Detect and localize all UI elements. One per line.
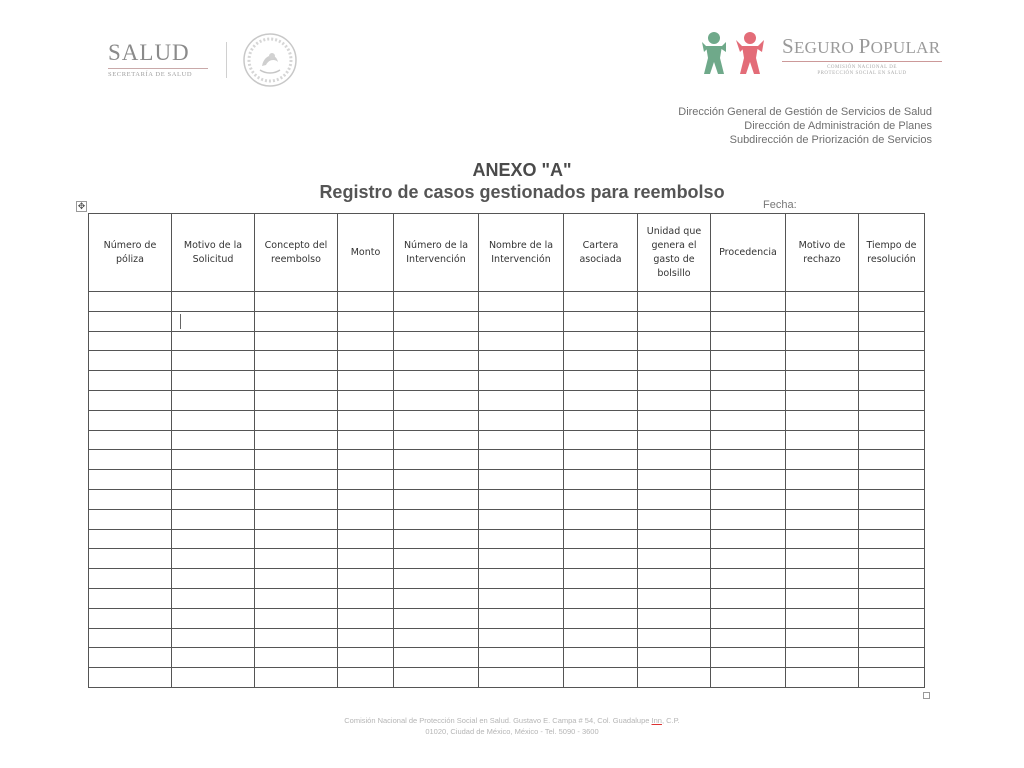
table-cell[interactable] bbox=[711, 450, 786, 470]
logo-divider bbox=[226, 42, 227, 78]
table-cell[interactable] bbox=[564, 569, 638, 589]
table-cell[interactable] bbox=[479, 648, 564, 668]
table-cell[interactable] bbox=[338, 668, 394, 688]
seguro-popular-subtitle: COMISIÓN NACIONAL DE PROTECCIÓN SOCIAL EN SALUD bbox=[817, 65, 907, 76]
table-cell[interactable] bbox=[711, 430, 786, 450]
table-cell[interactable] bbox=[786, 311, 859, 331]
table-cell[interactable] bbox=[172, 430, 255, 450]
registry-table[interactable] bbox=[88, 213, 925, 688]
table-cell[interactable] bbox=[255, 470, 338, 490]
table-cell[interactable] bbox=[394, 470, 479, 490]
table-cell[interactable] bbox=[255, 569, 338, 589]
table-cell[interactable] bbox=[479, 371, 564, 391]
column-header: Número de póliza bbox=[89, 214, 172, 292]
table-cell[interactable] bbox=[479, 489, 564, 509]
table-cell[interactable] bbox=[255, 668, 338, 688]
table-cell[interactable] bbox=[564, 648, 638, 668]
column-header: Nombre de la Intervención bbox=[479, 214, 564, 292]
table-cell[interactable] bbox=[786, 450, 859, 470]
table-cell[interactable] bbox=[89, 549, 172, 569]
table-row bbox=[89, 331, 925, 351]
table-row bbox=[89, 292, 925, 312]
table-cell[interactable] bbox=[172, 292, 255, 312]
table-cell[interactable] bbox=[859, 509, 925, 529]
table-cell[interactable] bbox=[711, 569, 786, 589]
table-move-handle-icon[interactable]: ✥ bbox=[77, 201, 86, 211]
table-cell[interactable] bbox=[255, 292, 338, 312]
table-cell[interactable] bbox=[479, 292, 564, 312]
table-cell[interactable] bbox=[638, 410, 711, 430]
table-cell[interactable] bbox=[338, 292, 394, 312]
column-header: Unidad que genera el gasto de bolsillo bbox=[638, 214, 711, 292]
table-cell[interactable] bbox=[786, 410, 859, 430]
table-cell[interactable] bbox=[479, 668, 564, 688]
table-cell[interactable] bbox=[564, 390, 638, 410]
table-cell[interactable] bbox=[89, 371, 172, 391]
table-cell[interactable] bbox=[89, 331, 172, 351]
table-cell[interactable] bbox=[859, 529, 925, 549]
table-cell[interactable] bbox=[786, 628, 859, 648]
table-cell[interactable] bbox=[255, 628, 338, 648]
table-cell[interactable] bbox=[564, 371, 638, 391]
table-cell[interactable] bbox=[479, 608, 564, 628]
table-cell[interactable] bbox=[786, 529, 859, 549]
table-cell[interactable] bbox=[564, 351, 638, 371]
table-cell[interactable] bbox=[711, 628, 786, 648]
table-cell[interactable] bbox=[786, 588, 859, 608]
table-cell[interactable] bbox=[255, 549, 338, 569]
column-header: Procedencia bbox=[711, 214, 786, 292]
table-cell[interactable] bbox=[338, 450, 394, 470]
table-cell[interactable] bbox=[255, 410, 338, 430]
column-header: Monto bbox=[338, 214, 394, 292]
directorates bbox=[678, 105, 932, 147]
footer-address: Comisión Nacional de Protección Social en Salud. Gustavo E. Campa # 54, Col. Guadalupe Inn, C.P. 01020, Ciudad de México, México - Tel. 5090 - 3600 bbox=[344, 716, 680, 736]
table-cell[interactable] bbox=[786, 608, 859, 628]
directorate-line: Dirección de Administración de Planes bbox=[744, 120, 932, 132]
table-cell[interactable] bbox=[89, 668, 172, 688]
seguro-popular-figures-icon bbox=[700, 28, 780, 78]
table-cell[interactable] bbox=[564, 331, 638, 351]
table-cell[interactable] bbox=[338, 470, 394, 490]
table-cell[interactable] bbox=[394, 529, 479, 549]
table-cell[interactable] bbox=[172, 628, 255, 648]
table-row bbox=[89, 569, 925, 589]
table-cell[interactable] bbox=[859, 311, 925, 331]
table-cell[interactable] bbox=[859, 430, 925, 450]
table-row bbox=[89, 549, 925, 569]
table-cell[interactable] bbox=[638, 668, 711, 688]
table-cell[interactable] bbox=[564, 668, 638, 688]
table-cell[interactable] bbox=[172, 489, 255, 509]
table-cell[interactable] bbox=[711, 470, 786, 490]
table-cell[interactable] bbox=[172, 470, 255, 490]
column-header: Concepto del reembolso bbox=[255, 214, 338, 292]
table-cell[interactable] bbox=[638, 390, 711, 410]
document-title-block bbox=[0, 160, 1024, 203]
table-cell[interactable] bbox=[786, 569, 859, 589]
table-cell[interactable] bbox=[638, 529, 711, 549]
table-cell[interactable] bbox=[859, 470, 925, 490]
table-cell[interactable] bbox=[479, 628, 564, 648]
table-cell[interactable] bbox=[89, 390, 172, 410]
table-cell[interactable] bbox=[172, 608, 255, 628]
table-cell[interactable] bbox=[394, 549, 479, 569]
table-cell[interactable] bbox=[564, 292, 638, 312]
table-cell[interactable] bbox=[638, 450, 711, 470]
table-cell[interactable] bbox=[564, 549, 638, 569]
table-cell[interactable] bbox=[711, 311, 786, 331]
table-row bbox=[89, 608, 925, 628]
table-cell[interactable] bbox=[394, 311, 479, 331]
table-cell[interactable] bbox=[786, 668, 859, 688]
table-cell[interactable] bbox=[338, 608, 394, 628]
table-cell[interactable] bbox=[786, 648, 859, 668]
annex-heading: ANEXO "A" bbox=[472, 160, 572, 180]
table-cell[interactable] bbox=[711, 292, 786, 312]
salud-logo-subtitle: SECRETARÍA DE SALUD bbox=[108, 68, 208, 78]
table-cell[interactable] bbox=[394, 450, 479, 470]
table-cell[interactable] bbox=[786, 509, 859, 529]
table-cell[interactable] bbox=[711, 529, 786, 549]
table-cell[interactable] bbox=[255, 648, 338, 668]
table-cell[interactable] bbox=[859, 351, 925, 371]
table-row bbox=[89, 410, 925, 430]
table-cell[interactable] bbox=[89, 351, 172, 371]
table-row bbox=[89, 648, 925, 668]
table-cell[interactable] bbox=[711, 549, 786, 569]
table-cell[interactable] bbox=[338, 311, 394, 331]
table-cell[interactable] bbox=[89, 608, 172, 628]
table-cell[interactable] bbox=[479, 450, 564, 470]
table-cell[interactable] bbox=[786, 470, 859, 490]
table-row bbox=[89, 470, 925, 490]
column-header: Cartera asociada bbox=[564, 214, 638, 292]
table-cell[interactable] bbox=[859, 489, 925, 509]
table-cell[interactable] bbox=[479, 331, 564, 351]
table-cell[interactable] bbox=[255, 450, 338, 470]
table-cell[interactable] bbox=[786, 331, 859, 351]
table-cell[interactable] bbox=[638, 371, 711, 391]
table-cell[interactable] bbox=[394, 648, 479, 668]
table-cell[interactable] bbox=[479, 351, 564, 371]
table-cell[interactable] bbox=[89, 569, 172, 589]
table-cell[interactable] bbox=[479, 430, 564, 450]
table-cell[interactable] bbox=[338, 390, 394, 410]
table-cell[interactable] bbox=[786, 351, 859, 371]
national-seal-icon bbox=[242, 32, 298, 88]
table-cell[interactable] bbox=[711, 489, 786, 509]
table-cell[interactable] bbox=[172, 549, 255, 569]
text-cursor bbox=[180, 314, 181, 329]
table-cell[interactable] bbox=[394, 608, 479, 628]
salud-logo-word: SALUD bbox=[108, 40, 190, 65]
table-cell[interactable] bbox=[711, 648, 786, 668]
table-cell[interactable] bbox=[786, 371, 859, 391]
table-cell[interactable] bbox=[172, 311, 255, 331]
table-cell[interactable] bbox=[255, 489, 338, 509]
column-header: Tiempo de resolución bbox=[859, 214, 925, 292]
table-cell[interactable] bbox=[172, 390, 255, 410]
table-cell[interactable] bbox=[338, 569, 394, 589]
table-cell[interactable] bbox=[338, 628, 394, 648]
salud-logo bbox=[108, 40, 218, 78]
table-cell[interactable] bbox=[255, 588, 338, 608]
table-cell[interactable] bbox=[564, 529, 638, 549]
table-cell[interactable] bbox=[172, 569, 255, 589]
table-cell[interactable] bbox=[89, 588, 172, 608]
table-cell[interactable] bbox=[859, 648, 925, 668]
table-cell[interactable] bbox=[338, 371, 394, 391]
table-cell[interactable] bbox=[89, 430, 172, 450]
table-cell[interactable] bbox=[564, 470, 638, 490]
table-cell[interactable] bbox=[172, 668, 255, 688]
table-cell[interactable] bbox=[859, 292, 925, 312]
table-cell[interactable] bbox=[564, 608, 638, 628]
table-cell[interactable] bbox=[638, 489, 711, 509]
table-cell[interactable] bbox=[479, 410, 564, 430]
table-cell[interactable] bbox=[638, 351, 711, 371]
table-cell[interactable] bbox=[479, 390, 564, 410]
table-cell[interactable] bbox=[711, 371, 786, 391]
table-cell[interactable] bbox=[394, 351, 479, 371]
table-cell[interactable] bbox=[394, 292, 479, 312]
table-cell[interactable] bbox=[394, 371, 479, 391]
table-cell[interactable] bbox=[711, 351, 786, 371]
table-cell[interactable] bbox=[394, 390, 479, 410]
table-row bbox=[89, 351, 925, 371]
table-cell[interactable] bbox=[89, 470, 172, 490]
table-cell[interactable] bbox=[711, 588, 786, 608]
table-row bbox=[89, 668, 925, 688]
table-header-row bbox=[89, 214, 925, 292]
table-cell[interactable] bbox=[479, 509, 564, 529]
table-cell[interactable] bbox=[338, 331, 394, 351]
table-row bbox=[89, 509, 925, 529]
table-cell[interactable] bbox=[172, 410, 255, 430]
table-cell[interactable] bbox=[564, 628, 638, 648]
table-cell[interactable] bbox=[172, 450, 255, 470]
table-cell[interactable] bbox=[859, 608, 925, 628]
table-row bbox=[89, 588, 925, 608]
table-cell[interactable] bbox=[859, 569, 925, 589]
table-cell[interactable] bbox=[638, 470, 711, 490]
seguro-popular-logo bbox=[782, 34, 942, 77]
table-cell[interactable] bbox=[711, 410, 786, 430]
column-header: Motivo de rechazo bbox=[786, 214, 859, 292]
table-cell[interactable] bbox=[338, 529, 394, 549]
table-cell[interactable] bbox=[255, 371, 338, 391]
table-cell[interactable] bbox=[859, 668, 925, 688]
table-cell[interactable] bbox=[394, 410, 479, 430]
table-cell[interactable] bbox=[638, 311, 711, 331]
table-cell[interactable] bbox=[255, 509, 338, 529]
table-cell[interactable] bbox=[859, 390, 925, 410]
table-cell[interactable] bbox=[255, 608, 338, 628]
table-cell[interactable] bbox=[711, 390, 786, 410]
directorate-line: Subdirección de Priorización de Servicios bbox=[729, 134, 932, 146]
table-cell[interactable] bbox=[255, 430, 338, 450]
table-cell[interactable] bbox=[338, 430, 394, 450]
table-cell[interactable] bbox=[859, 450, 925, 470]
table-cell[interactable] bbox=[859, 628, 925, 648]
table-cell[interactable] bbox=[394, 628, 479, 648]
table-cell[interactable] bbox=[564, 430, 638, 450]
table-cell[interactable] bbox=[89, 509, 172, 529]
table-cell[interactable] bbox=[338, 549, 394, 569]
table-cell[interactable] bbox=[564, 311, 638, 331]
table-cell[interactable] bbox=[564, 410, 638, 430]
table-cell[interactable] bbox=[89, 628, 172, 648]
column-header: Motivo de la Solicitud bbox=[172, 214, 255, 292]
table-cell[interactable] bbox=[859, 588, 925, 608]
table-cell[interactable] bbox=[255, 390, 338, 410]
table-cell[interactable] bbox=[638, 648, 711, 668]
table-cell[interactable] bbox=[338, 351, 394, 371]
table-cell[interactable] bbox=[638, 331, 711, 351]
table-row bbox=[89, 390, 925, 410]
table-cell[interactable] bbox=[786, 292, 859, 312]
table-cell[interactable] bbox=[859, 331, 925, 351]
table-cell[interactable] bbox=[89, 410, 172, 430]
table-cell[interactable] bbox=[172, 351, 255, 371]
table-cell[interactable] bbox=[255, 351, 338, 371]
seguro-popular-title: SEGURO POPULAR bbox=[782, 34, 942, 62]
table-cell[interactable] bbox=[394, 489, 479, 509]
table-cell[interactable] bbox=[479, 569, 564, 589]
table-cell[interactable] bbox=[172, 588, 255, 608]
table-cell[interactable] bbox=[394, 430, 479, 450]
table-cell[interactable] bbox=[338, 648, 394, 668]
table-cell[interactable] bbox=[479, 470, 564, 490]
table-cell[interactable] bbox=[479, 588, 564, 608]
table-resize-handle-icon[interactable] bbox=[923, 692, 930, 699]
table-cell[interactable] bbox=[638, 588, 711, 608]
table-cell[interactable] bbox=[394, 569, 479, 589]
table-cell[interactable] bbox=[786, 489, 859, 509]
date-label: Fecha: bbox=[763, 199, 797, 211]
table-cell[interactable] bbox=[394, 509, 479, 529]
table-cell[interactable] bbox=[89, 648, 172, 668]
document-title: Registro de casos gestionados para reembolso bbox=[319, 182, 725, 202]
table-row bbox=[89, 450, 925, 470]
table-cell[interactable] bbox=[638, 549, 711, 569]
table-cell[interactable] bbox=[638, 292, 711, 312]
table-cell[interactable] bbox=[638, 569, 711, 589]
table-row bbox=[89, 489, 925, 509]
table-cell[interactable] bbox=[338, 509, 394, 529]
table-cell[interactable] bbox=[479, 549, 564, 569]
table-row bbox=[89, 529, 925, 549]
table-cell[interactable] bbox=[711, 668, 786, 688]
table-cell[interactable] bbox=[255, 529, 338, 549]
table-cell[interactable] bbox=[786, 390, 859, 410]
table-cell[interactable] bbox=[172, 648, 255, 668]
table-cell[interactable] bbox=[711, 608, 786, 628]
table-cell[interactable] bbox=[711, 331, 786, 351]
table-cell[interactable] bbox=[638, 628, 711, 648]
table-cell[interactable] bbox=[172, 529, 255, 549]
table-cell[interactable] bbox=[479, 311, 564, 331]
table-cell[interactable] bbox=[338, 588, 394, 608]
table-cell[interactable] bbox=[564, 489, 638, 509]
table-cell[interactable] bbox=[638, 430, 711, 450]
table-cell[interactable] bbox=[89, 529, 172, 549]
table-cell[interactable] bbox=[172, 509, 255, 529]
table-cell[interactable] bbox=[89, 311, 172, 331]
table-cell[interactable] bbox=[479, 529, 564, 549]
table-cell[interactable] bbox=[859, 410, 925, 430]
table-cell[interactable] bbox=[89, 450, 172, 470]
column-header: Número de la Intervención bbox=[394, 214, 479, 292]
table-cell[interactable] bbox=[564, 588, 638, 608]
table-cell[interactable] bbox=[711, 509, 786, 529]
table-row bbox=[89, 628, 925, 648]
directorate-line: Dirección General de Gestión de Servicios de Salud bbox=[678, 106, 932, 118]
table-cell[interactable] bbox=[638, 608, 711, 628]
table-row bbox=[89, 430, 925, 450]
table-cell[interactable] bbox=[89, 489, 172, 509]
table-cell[interactable] bbox=[394, 331, 479, 351]
table-cell[interactable] bbox=[89, 292, 172, 312]
table-cell[interactable] bbox=[638, 509, 711, 529]
table-cell[interactable] bbox=[564, 450, 638, 470]
table-cell[interactable] bbox=[859, 371, 925, 391]
table-cell[interactable] bbox=[394, 668, 479, 688]
table-cell[interactable] bbox=[786, 430, 859, 450]
table-cell[interactable] bbox=[255, 311, 338, 331]
table-cell[interactable] bbox=[338, 489, 394, 509]
table-cell[interactable] bbox=[255, 331, 338, 351]
table-row bbox=[89, 371, 925, 391]
table-cell[interactable] bbox=[564, 509, 638, 529]
table-cell[interactable] bbox=[786, 549, 859, 569]
table-cell[interactable] bbox=[394, 588, 479, 608]
table-cell[interactable] bbox=[338, 410, 394, 430]
table-cell[interactable] bbox=[172, 371, 255, 391]
table-cell[interactable] bbox=[172, 331, 255, 351]
table-cell[interactable] bbox=[859, 549, 925, 569]
table-row bbox=[89, 311, 925, 331]
